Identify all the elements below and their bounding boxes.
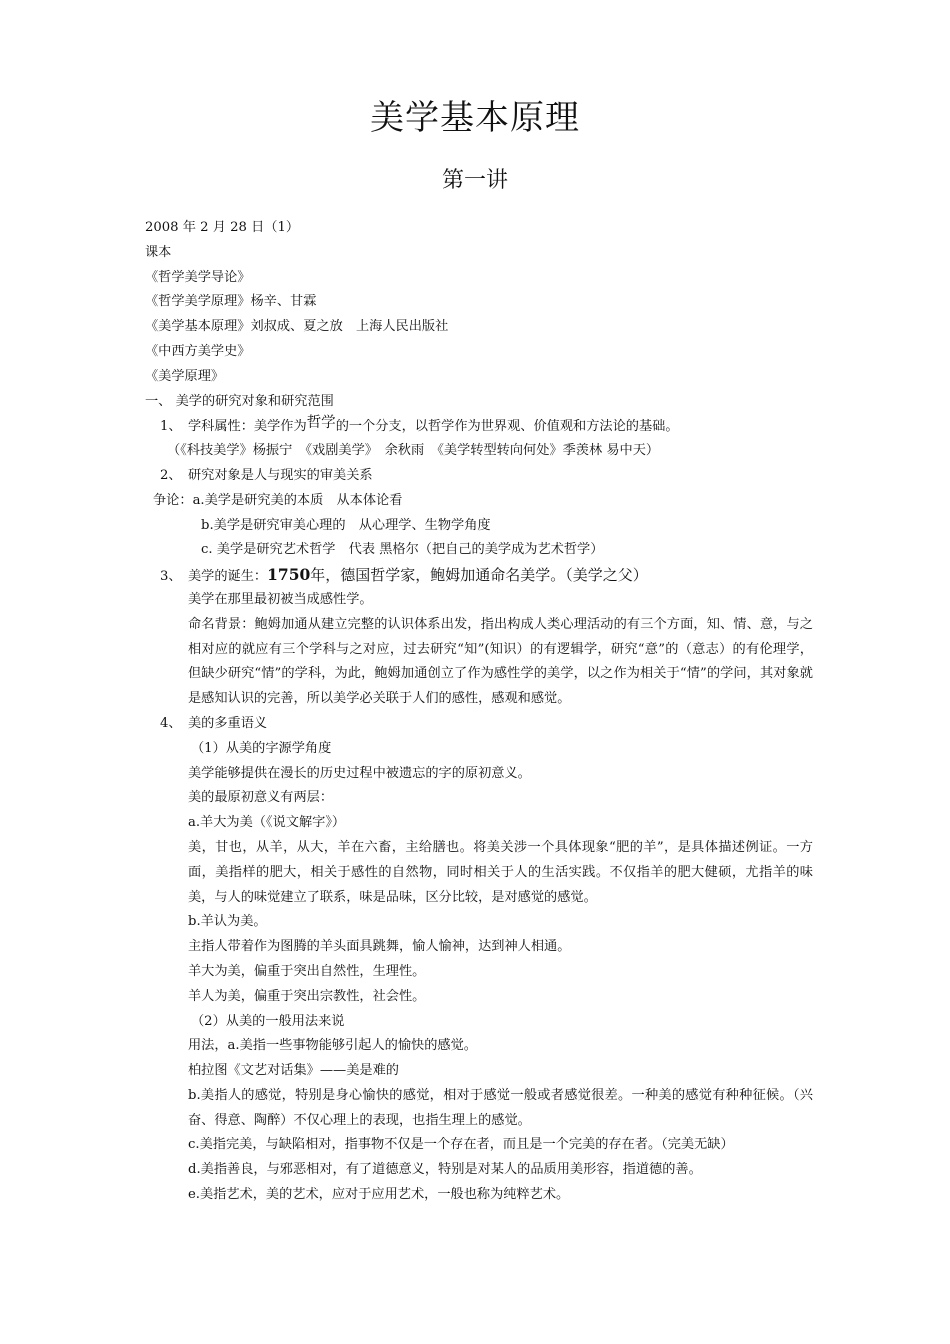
item-raised-text: 哲学 [306, 415, 336, 432]
debate-c: c. 美学是研究艺术哲学 代表 黑格尔（把自己的美学成为艺术哲学） [201, 542, 604, 558]
definition-paragraph [145, 836, 813, 910]
debate-label: 争论： [153, 492, 193, 508]
item-4 [145, 712, 825, 737]
item-text: 研究对象是人与现实的审美关系 [188, 467, 373, 483]
item-number: 1、 [160, 419, 182, 435]
document-body [145, 216, 825, 1208]
background-paragraph [145, 613, 813, 712]
paragraph-line: c.美指完美，与缺陷相对，指事物不仅是一个存在者，而且是一个完美的存在者。（完美无缺） [188, 1137, 734, 1153]
paragraph-line: 美学能够提供在漫长的历史过程中被遗忘的字的原初意义。 [188, 765, 531, 781]
paragraph-line: 主指人带着作为图腾的羊头面具跳舞，愉人愉神，达到神人相通。 [188, 939, 571, 955]
item-number: 4、 [160, 715, 182, 731]
paragraph-line: b.羊认为美。 [188, 914, 267, 930]
document-title: 美学基本原理 [370, 98, 580, 138]
paragraph-text: 命名背景：鲍姆加通从建立完整的认识体系出发，指出构成人类心理活动的有三个方面，知、情、意，与之相对应的就应有三个学科与之对应，过去研究“知”(知识）的有逻辑学，研究“意”的（意志）的有伦理学，但缺少研究“情”的学科，为此，鲍姆加通创立了作为感性学的美学，以之作为相关于“情”的学问，其对象就是感知认识的完善，所以美学必关联于人们的感性，感观和感觉。 [188, 616, 813, 707]
item-1 [145, 414, 825, 439]
lecture-subtitle: 第一讲 [441, 168, 508, 193]
subheading: （1）从美的字源学角度 [191, 740, 332, 756]
paragraph-line: 羊大为美，偏重于突出自然性，生理性。 [188, 963, 426, 979]
item-text: 学科属性：美学作为 [188, 419, 307, 435]
usage-paragraph [145, 1084, 813, 1134]
item-3 [145, 563, 825, 588]
paragraph-line: 美的最原初意义有两层： [188, 790, 334, 806]
section-heading: 一、 美学的研究对象和研究范围 [145, 393, 334, 409]
references-line: （《科技美学》杨振宁 《戏剧美学》 余秋雨 《美学转型转向何处》季羡林 易中天） [167, 443, 660, 459]
textbooks-label: 课本 [145, 244, 172, 260]
paragraph-text: b.美指人的感觉，特别是身心愉快的感觉，相对于感觉一般或者感觉很差。一种美的感觉有种种征候。（兴奋、得意、陶醉）不仅心理上的表现，也指生理上的感觉。 [188, 1087, 813, 1128]
textbook-item: 《中西方美学史》 [145, 343, 251, 359]
item-number: 3、 [160, 569, 182, 585]
item-text: 美学的诞生： [188, 569, 268, 585]
item-2 [145, 464, 825, 489]
textbook-item: 《哲学美学导论》 [145, 269, 251, 285]
item-number: 2、 [160, 467, 182, 483]
debate-a: a.美学是研究美的本质 从本体论看 [192, 492, 403, 508]
textbook-item: 《美学基本原理》刘叔成、夏之放 上海人民出版社 [145, 319, 449, 335]
paragraph-line: a.羊大为美（《说文解字》） [188, 815, 346, 831]
debate-b: b.美学是研究审美心理的 从心理学、生物学角度 [201, 517, 491, 533]
item-text: 美的多重语义 [188, 715, 268, 731]
paragraph-line: d.美指善良，与邪恶相对，有了道德意义，特别是对某人的品质用美形容，指道德的善。 [188, 1162, 702, 1178]
item-text: 年，德国哲学家，鲍姆加通命名美学。（美学之父） [310, 566, 648, 585]
debate-line [145, 489, 825, 514]
subheading: （2）从美的一般用法来说 [191, 1013, 345, 1029]
paragraph-line: e.美指艺术，美的艺术，应对于应用艺术，一般也称为纯粹艺术。 [188, 1187, 570, 1203]
paragraph-line: 柏拉图《文艺对话集》——美是难的 [188, 1063, 399, 1079]
paragraph-line: 羊人为美，偏重于突出宗教性，社会性。 [188, 988, 426, 1004]
paragraph-text: 美，甘也，从羊，从大，羊在六畜，主给膳也。将美关涉一个具体现象“肥的羊”，是具体描述例证。一方面，美指样的肥大，相关于感性的自然物，同时相关于人的生活实践。不仅指羊的肥大健硕，尤指羊的味美，与人的味觉建立了联系，味是品味，区分比较，是对感觉的感觉。 [188, 839, 813, 905]
item-text: 的一个分支，以哲学作为世界观、价值观和方法论的基础。 [335, 419, 679, 435]
textbook-item: 《美学原理》 [145, 368, 225, 384]
date-line: 2008 年 2 月 28 日（1） [145, 220, 300, 235]
paragraph-line: 美学在那里最初被当成感性学。 [188, 591, 373, 607]
paragraph-line: 用法，a.美指一些事物能够引起人的愉快的感觉。 [188, 1038, 477, 1054]
textbook-item: 《哲学美学原理》杨辛、甘霖 [145, 294, 317, 310]
year-text: 1750 [267, 565, 311, 585]
